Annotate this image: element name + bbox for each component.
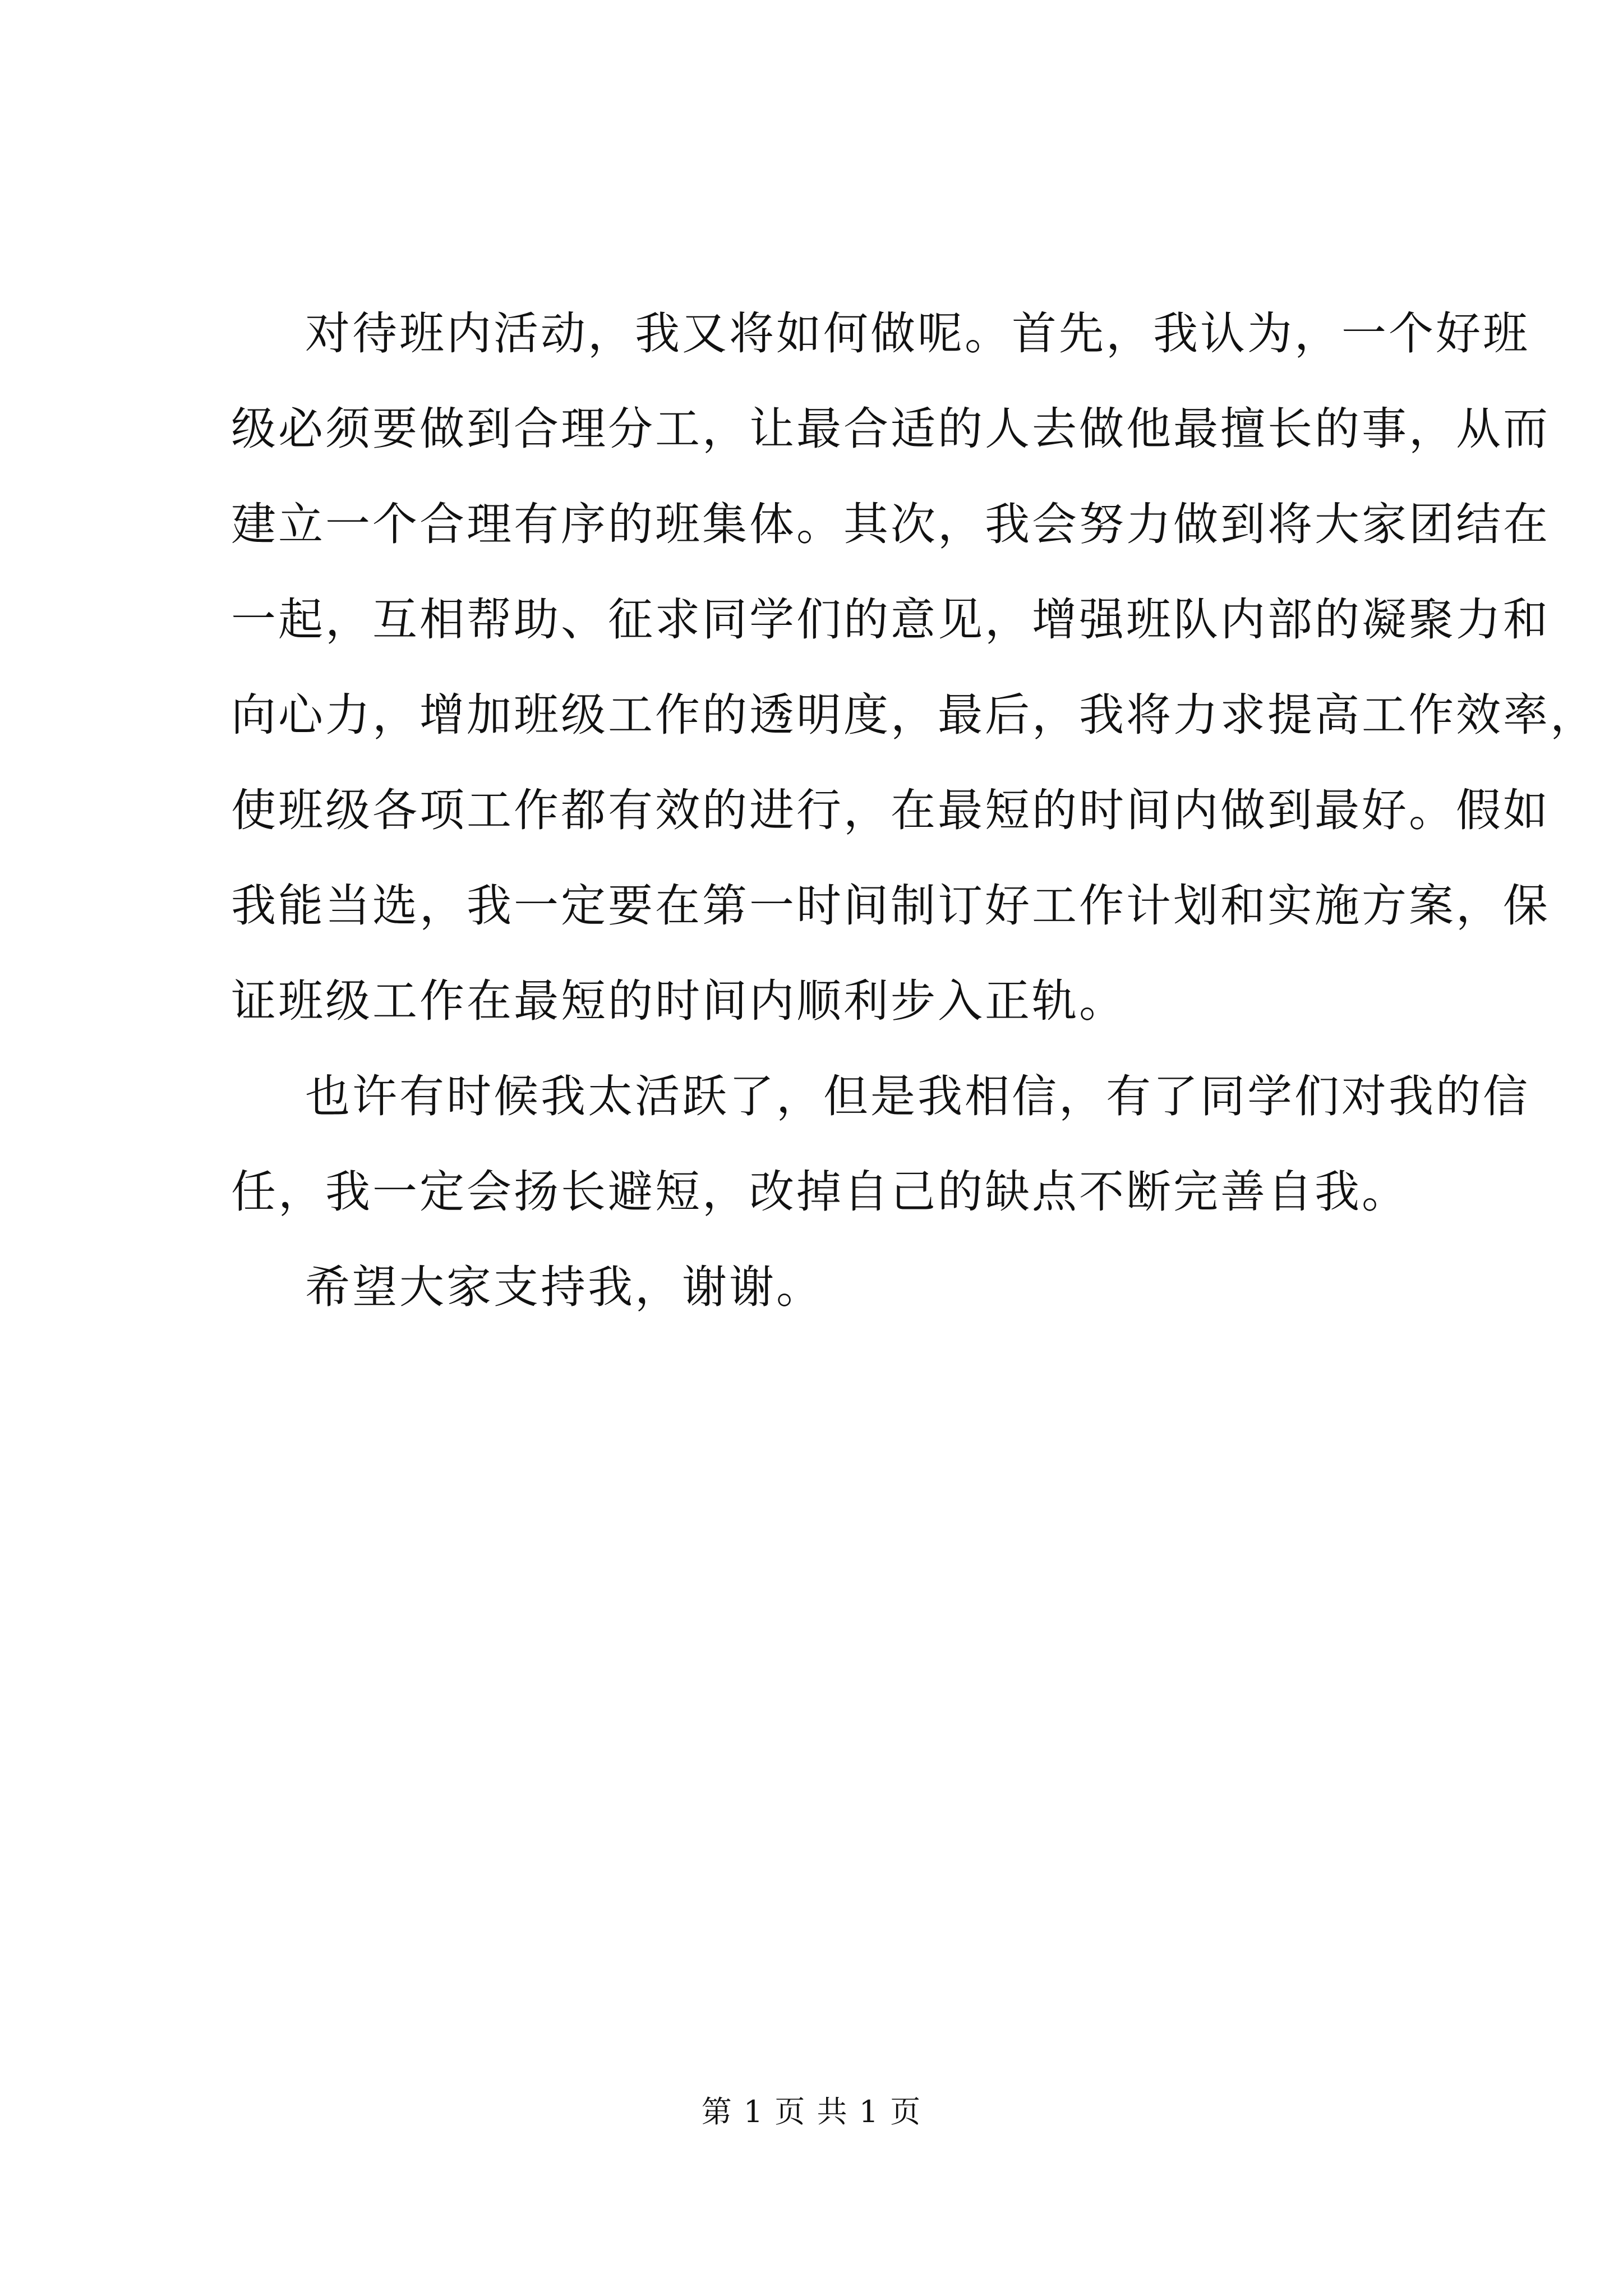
paragraph-1-line-5: 向心力，增加班级工作的透明度，最后，我将力求提高工作效率，: [231, 689, 1597, 741]
page-footer: 第 1 页 共 1 页: [701, 2094, 922, 2129]
paragraph-2-line-2: 任，我一定会扬长避短，改掉自己的缺点不断完善自我。: [231, 1166, 1409, 1218]
paragraph-1-line-1: 对待班内活动，我又将如何做呢。首先，我认为，一个好班: [305, 307, 1530, 360]
paragraph-2-line-1: 也许有时候我太活跃了，但是我相信，有了同学们对我的信: [305, 1070, 1530, 1122]
paragraph-1-line-3: 建立一个合理有序的班集体。其次，我会努力做到将大家团结在: [231, 498, 1550, 550]
paragraph-3-line-1: 希望大家支持我，谢谢。: [305, 1261, 823, 1313]
paragraph-1-line-8: 证班级工作在最短的时间内顺利步入正轨。: [231, 975, 1126, 1027]
paragraph-1-line-6: 使班级各项工作都有效的进行，在最短的时间内做到最好。假如: [231, 784, 1550, 836]
paragraph-1-line-7: 我能当选，我一定要在第一时间制订好工作计划和实施方案，保: [231, 880, 1550, 932]
paragraph-1-line-4: 一起，互相帮助、征求同学们的意见，增强班队内部的凝聚力和: [231, 593, 1550, 646]
paragraph-1-line-2: 级必须要做到合理分工，让最合适的人去做他最擅长的事，从而: [231, 403, 1550, 455]
document-body: [231, 286, 1597, 1335]
